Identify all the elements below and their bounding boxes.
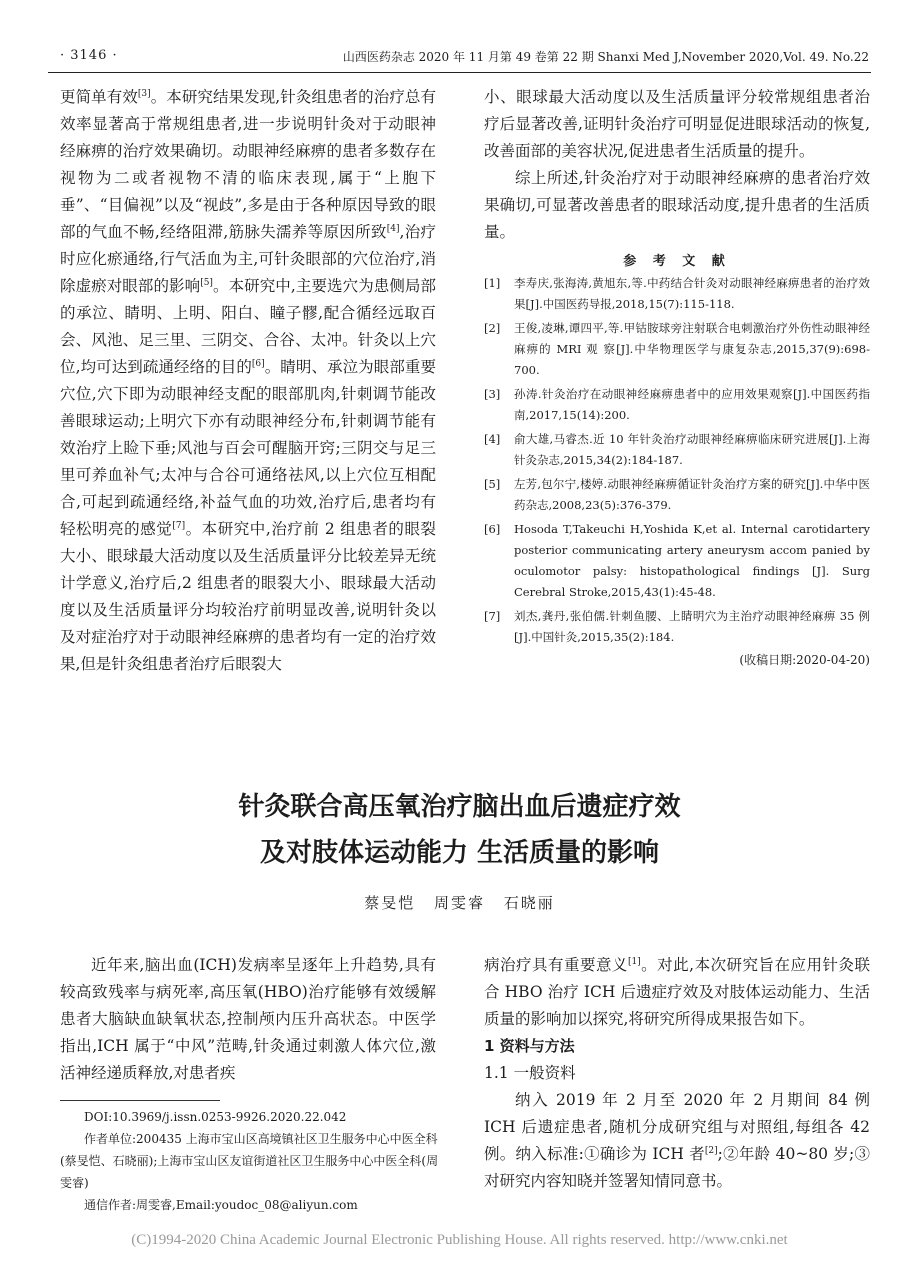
discussion-paragraph	[60, 84, 436, 678]
text-run: ,治疗时应化瘀通络,行气活血为主,可针灸眼部的穴位治疗,消除虚瘀对眼部的影响	[60, 223, 437, 295]
reference-number: [6]	[484, 522, 501, 536]
subsection-heading: 1.1 一般资料	[484, 1064, 576, 1082]
reference-item	[484, 519, 870, 603]
received-date: (收稿日期:2020-04-20)	[739, 653, 870, 667]
title-line-2: 及对肢体运动能力 生活质量的影响	[259, 838, 660, 868]
text-run: 更简单有效	[60, 88, 138, 106]
conclusion-paragraph: 综上所述,针灸治疗对于动眼神经麻痹的患者治疗效果确切,可显著改善患者的眼球活动度,提升患者的生活质量。	[484, 169, 870, 241]
reference-text: 李寿庆,张海涛,黄旭东,等.中药结合针灸对动眼神经麻痹患者的治疗效果[J].中国医药导报,2018,15(7):115-118.	[514, 276, 870, 311]
reference-item	[484, 384, 870, 426]
citation: [5]	[200, 277, 213, 288]
reference-item	[484, 429, 870, 471]
footnote-rule	[60, 1100, 220, 1101]
journal-header: 山西医药杂志 2020 年 11 月第 49 卷第 22 期 Shanxi Med J,November 2020,Vol. 49. No.22	[342, 50, 869, 64]
reference-text: 王俊,凌琳,谭四平,等.甲钴胺球旁注射联合电刺激治疗外伤性动眼神经麻痹的 MRI 观 察[J].中华物理医学与康复杂志,2015,37(9):698-700.	[514, 321, 870, 377]
header-rule	[48, 72, 871, 73]
text-run: ;②年龄 40~80 岁;③对研究内容知晓并签署知情同意书。	[484, 1145, 871, 1190]
reference-text: 俞大雄,马睿杰.近 10 年针灸治疗动眼神经麻痹临床研究进展[J].上海针灸杂志,2015,34(2):184-187.	[514, 432, 870, 467]
reference-number: [3]	[484, 387, 501, 401]
citation: [2]	[704, 1145, 718, 1156]
reference-text: 左芳,包尔宁,楼婷.动眼神经麻痹循证针灸治疗方案的研究[J].中华中医药杂志,2008,23(5):376-379.	[514, 477, 870, 512]
reference-text: 刘杰,龚丹,张伯儒.针刺鱼腰、上睛明穴为主治疗动眼神经麻痹 35 例[J].中国针灸,2015,35(2):184.	[514, 609, 870, 644]
copyright-footer: (C)1994-2020 China Academic Journal Electronic Publishing House. All rights reserved. http://www.cnki.net	[131, 1232, 788, 1248]
references-title: 参 考 文 献	[623, 254, 731, 269]
author-affiliation: 作者单位:200435 上海市宝山区高境镇社区卫生服务中心中医全科(蔡旻恺、石晓丽);上海市宝山区友谊街道社区卫生服务中心中医全科(周雯睿)	[60, 1132, 439, 1190]
upper-right-column	[484, 84, 870, 668]
doi: DOI:10.3969/j.issn.0253-9926.2020.22.042	[84, 1110, 347, 1124]
text-run: 。本研究中,治疗前 2 组患者的眼裂大小、眼球最大活动度以及生活质量评分比较差异无统计学意义,治疗后,2 组患者的眼裂大小、眼球最大活动度以及生活质量评分均较治疗前明显改善,说明针灸以及对症治疗对于动眼神经麻痹的患者均有一定的治疗效果,但是针灸组患者治疗后眼裂大	[60, 520, 436, 673]
section-heading-methods: 1 资料与方法	[484, 1037, 575, 1055]
citation: [7]	[172, 520, 186, 531]
reference-text: Hosoda T,Takeuchi H,Yoshida K,et al. Internal carotidartery posterior communicating artery aneurysm accom panied by oculomotor palsy: histopathological findings [J]. Surg Cerebral Stroke,2015,43(1):45-48.	[514, 522, 870, 599]
authors: 蔡旻恺 周雯睿 石晓丽	[364, 894, 555, 912]
text-run: 。本研究结果发现,针灸组患者的治疗总有效率显著高于常规组患者,进一步说明针灸对于动眼神经麻痹的治疗效果确切。动眼神经麻痹的患者多数存在视物为二或者视物不清的临床表现,属于“上胞下垂”、“目偏视”以及“视歧”,多是由于各种原因导致的眼部的气血不畅,经络阻滞,筋脉失濡养等原因所致	[60, 88, 436, 241]
intro-paragraph: 近年来,脑出血(ICH)发病率呈逐年上升趋势,具有较高致残率与病死率,高压氧(HBO)治疗能够有效缓解患者大脑缺血缺氧状态,控制颅内压升高状态。中医学指出,ICH 属于“中风”范畴,针灸通过刺激人体穴位,激活神经递质释放,对患者疾	[60, 956, 436, 1082]
page-number: · 3146 ·	[60, 48, 118, 63]
citation: [3]	[137, 88, 151, 99]
text-run: 。本研究中,主要选穴为患侧局部的承泣、睛明、上明、阳白、瞳子髎,配合循经远取百会、风池、足三里、三阴交、合谷、太冲。针灸以上穴位,均可达到疏通经络的目的	[60, 277, 436, 376]
citation: [6]	[251, 358, 265, 369]
text-run: 纳入 2019 年 2 月至 2020 年 2 月期间 84 例 ICH 后遗症患者,随机分成研究组与对照组,每组各 42 例。纳入标准:①确诊为 ICH 者	[484, 1091, 870, 1163]
footnotes	[60, 1106, 440, 1216]
text-run: 病治疗具有重要意义	[484, 956, 628, 974]
citation: [1]	[627, 956, 641, 967]
reference-number: [7]	[484, 609, 501, 623]
reference-number: [4]	[484, 432, 501, 446]
methods-paragraph	[484, 1087, 870, 1195]
article-title	[0, 784, 919, 876]
reference-item	[484, 606, 870, 648]
lower-left-column	[60, 952, 436, 1087]
text-run: 。睛明、承泣为眼部重要穴位,穴下即为动眼神经支配的眼部肌肉,针刺调节能改善眼球运动;上明穴下亦有动眼神经分布,针刺调节能有效治疗上睑下垂;风池与百会可醒脑开窍;三阴交与足三里可养血补气;太冲与合谷可通络祛风,以上穴位互相配合,可起到疏通经络,补益气血的功效,治疗后,患者均有轻松明亮的感觉	[60, 358, 436, 538]
reference-item	[484, 273, 870, 315]
references-list	[484, 273, 870, 648]
reference-item	[484, 318, 870, 381]
discussion-paragraph-end: 小、眼球最大活动度以及生活质量评分较常规组患者治疗后显著改善,证明针灸治疗可明显促进眼球活动的恢复,改善面部的美容状况,促进患者生活质量的提升。	[484, 88, 870, 160]
corresponding-author: 通信作者:周雯睿,Email:youdoc_08@aliyun.com	[84, 1198, 358, 1212]
upper-left-column	[60, 84, 436, 678]
intro-paragraph-end	[484, 952, 870, 1033]
citation: [4]	[386, 223, 400, 234]
title-line-1: 针灸联合高压氧治疗脑出血后遗症疗效	[238, 792, 681, 822]
reference-item	[484, 474, 870, 516]
lower-right-column	[484, 952, 870, 1195]
reference-text: 孙涛.针灸治疗在动眼神经麻痹患者中的应用效果观察[J].中国医药指南,2017,15(14):200.	[514, 387, 870, 422]
text-run: 。对此,本次研究旨在应用针灸联合 HBO 治疗 ICH 后遗症疗效及对肢体运动能力、生活质量的影响加以探究,将研究所得成果报告如下。	[484, 956, 870, 1028]
reference-number: [2]	[484, 321, 501, 335]
reference-number: [5]	[484, 477, 501, 491]
reference-number: [1]	[484, 276, 501, 290]
